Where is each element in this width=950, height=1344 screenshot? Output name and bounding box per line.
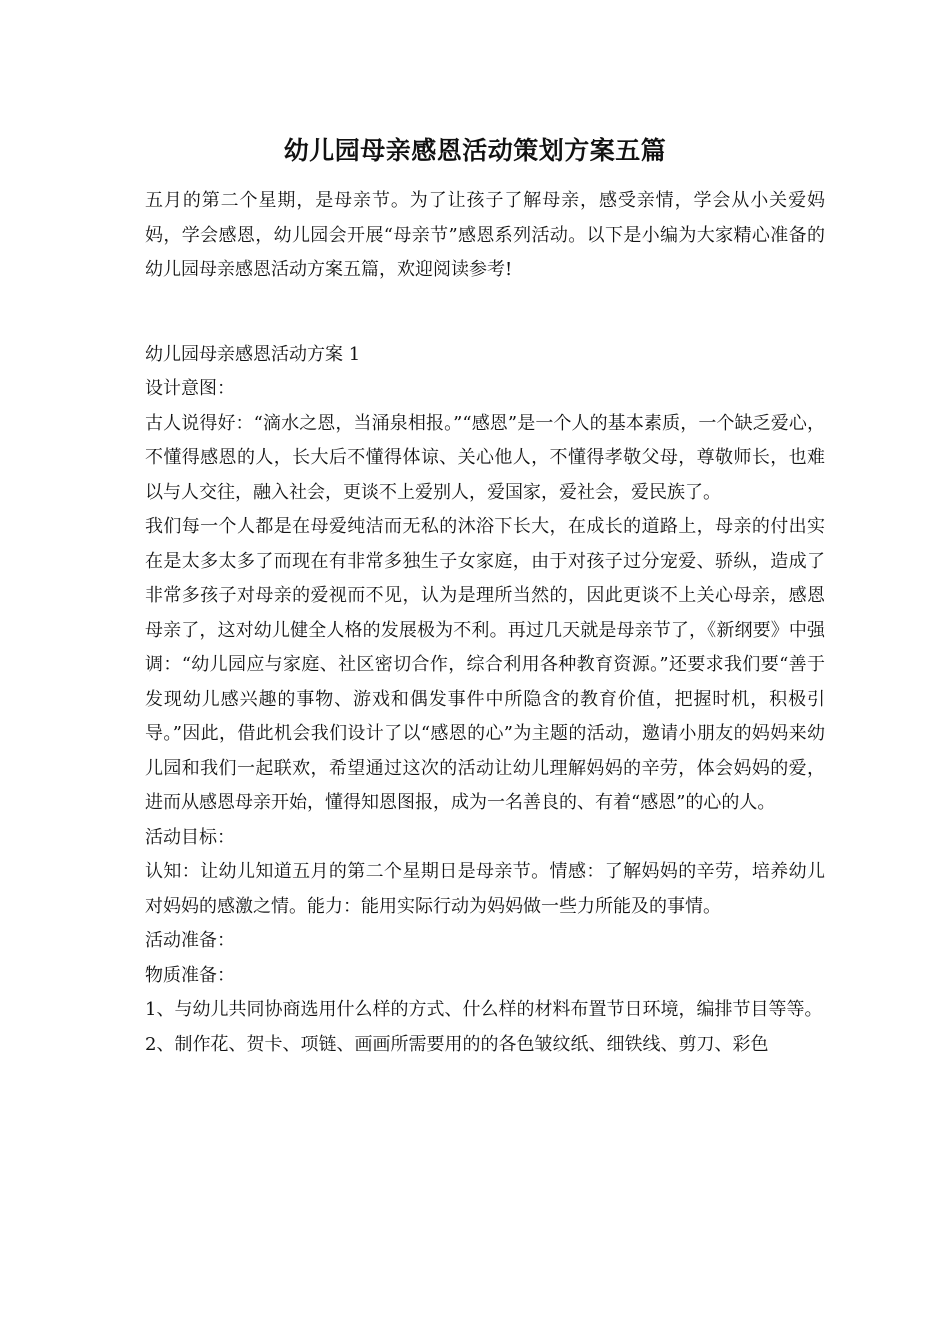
- prep-item-2: 2、制作花、贺卡、项链、画画所需要用的的各色皱纹纸、细铁线、剪刀、彩色: [145, 1033, 769, 1055]
- document-title: 幼儿园母亲感恩活动策划方案五篇: [283, 136, 667, 165]
- activity-goal-paragraph: 认知：让幼儿知道五月的第二个星期日是母亲节。情感：了解妈妈的辛劳，培养幼儿对妈妈的感激之情。能力：能用实际行动为妈妈做一些力所能及的事情。: [145, 861, 825, 917]
- activity-goal-label: 活动目标：: [145, 826, 235, 848]
- intro-paragraph: 五月的第二个星期，是母亲节。为了让孩子了解母亲，感受亲情，学会从小关爱妈妈，学会感恩，幼儿园会开展“母亲节”感恩系列活动。以下是小编为大家精心准备的幼儿园母亲感恩活动方案五篇，欢迎阅读参考!: [145, 190, 825, 280]
- paragraph-spacer: [145, 288, 825, 338]
- material-prep-label: 物质准备：: [145, 964, 235, 986]
- design-intent-paragraph-1: 古人说得好：“滴水之恩，当涌泉相报。”“感恩”是一个人的基本素质，一个缺乏爱心，不懂得感恩的人，长大后不懂得体谅、关心他人，不懂得孝敬父母，尊敬师长，也难以与人交往，融入社会，更谈不上爱别人，爱国家，爱社会，爱民族了。: [145, 412, 825, 503]
- activity-prep-label: 活动准备：: [145, 930, 235, 951]
- document-body: [145, 184, 825, 1062]
- design-intent-paragraph-2: 我们每一个人都是在母爱纯洁而无私的沐浴下长大，在成长的道路上，母亲的付出实在是太多太多了而现在有非常多独生子女家庭，由于对孩子过分宠爱、骄纵，造成了非常多孩子对母亲的爱视而不见，认为是理所当然的，因此更谈不上关心母亲，感恩母亲了，这对幼儿健全人格的发展极为不利。再过几天就是母亲节了，《新纲要》中强调：“幼儿园应与家庭、社区密切合作，综合利用各种教育资源。”还要求我们要“善于发现幼儿感兴趣的事物、游戏和偶发事件中所隐含的教育价值，把握时机，积极引导。”因此，借此机会我们设计了以“感恩的心”为主题的活动，邀请小朋友的妈妈来幼儿园和我们一起联欢，希望通过这次的活动让幼儿理解妈妈的辛劳，体会妈妈的爱，进而从感恩母亲开始，懂得知恩图报，成为一名善良的、有着“感恩”的心的人。: [145, 516, 825, 813]
- section-heading: 幼儿园母亲感恩活动方案 1: [145, 343, 361, 365]
- prep-item-1: 1、与幼儿共同协商选用什么样的方式、什么样的材料布置节日环境，编排节目等等。: [145, 999, 823, 1020]
- design-intent-label: 设计意图：: [145, 378, 235, 399]
